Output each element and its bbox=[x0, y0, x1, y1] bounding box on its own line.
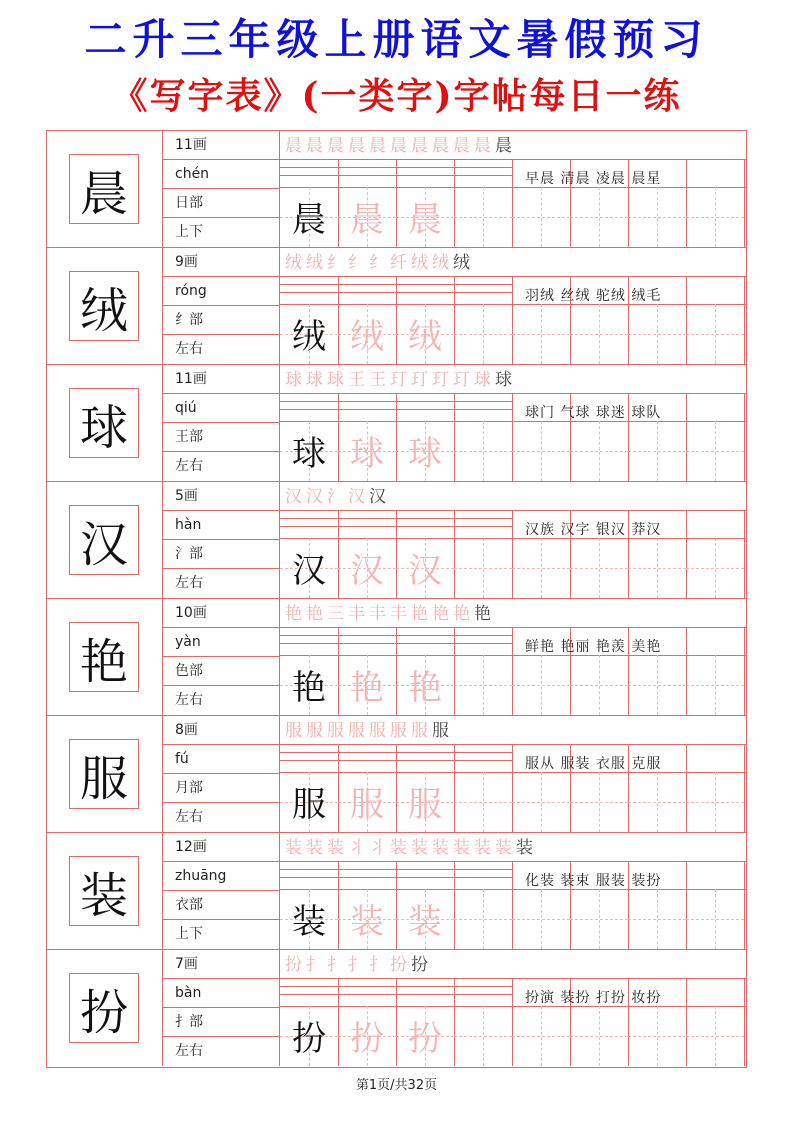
practice-model: 扮 bbox=[292, 1018, 326, 1059]
stroke-order bbox=[285, 133, 516, 159]
info-strokes: 10画 bbox=[163, 599, 279, 628]
practice-trace: 艳 bbox=[408, 667, 442, 708]
info-pinyin: fú bbox=[163, 745, 279, 774]
grid-guide bbox=[570, 685, 628, 686]
stroke-step: 服 bbox=[306, 721, 324, 741]
grid-line bbox=[686, 978, 687, 1066]
character-block bbox=[47, 248, 746, 365]
stroke-step: 晨 bbox=[306, 136, 324, 156]
stroke-step: 氵 bbox=[327, 487, 345, 507]
grid-line bbox=[280, 627, 746, 628]
stroke-step: 丬 bbox=[348, 838, 366, 858]
stroke-step: 装 bbox=[411, 838, 429, 858]
char-info bbox=[163, 482, 280, 598]
stroke-step: 纟 bbox=[348, 253, 366, 273]
stroke-step: 扮 bbox=[390, 955, 408, 975]
stroke-step: 装 bbox=[474, 838, 492, 858]
grid-line bbox=[280, 393, 746, 394]
big-character: 扮 bbox=[69, 973, 139, 1043]
grid-guide bbox=[570, 802, 628, 803]
big-char-cell bbox=[47, 365, 163, 481]
grid-guide bbox=[686, 217, 744, 218]
word-examples: 球门 气球 球迷 球队 bbox=[525, 405, 662, 421]
stroke-step: 扌 bbox=[369, 955, 387, 975]
grid-guide bbox=[512, 1036, 570, 1037]
grid-line bbox=[686, 861, 687, 949]
word-examples: 化装 装束 服装 装扮 bbox=[525, 873, 662, 889]
practice-trace: 艳 bbox=[350, 667, 384, 708]
grid-guide bbox=[570, 568, 628, 569]
grid-guide bbox=[570, 1036, 628, 1037]
grid-line bbox=[280, 861, 746, 862]
stroke-step: 晨 bbox=[390, 136, 408, 156]
char-info bbox=[163, 833, 280, 949]
info-structure: 上下 bbox=[175, 224, 203, 240]
grid-line bbox=[454, 393, 455, 481]
big-character: 装 bbox=[69, 856, 139, 926]
word-examples: 扮演 装扮 打扮 妆扮 bbox=[525, 990, 662, 1006]
stroke-step: 艳 bbox=[432, 604, 450, 624]
stroke-step: 装 bbox=[516, 838, 534, 858]
big-character: 汉 bbox=[69, 505, 139, 575]
grid-guide bbox=[454, 1036, 512, 1037]
grid-guide bbox=[454, 217, 512, 218]
info-structure: 左右 bbox=[175, 341, 203, 357]
character-block bbox=[47, 599, 746, 716]
grid-guide bbox=[686, 451, 744, 452]
stroke-step: 汉 bbox=[306, 487, 324, 507]
grid-guide bbox=[686, 334, 744, 335]
grid-line bbox=[454, 861, 455, 949]
info-pinyin: bàn bbox=[163, 979, 279, 1008]
practice-model: 服 bbox=[292, 784, 326, 825]
stroke-step: 晨 bbox=[411, 136, 429, 156]
grid-guide bbox=[454, 919, 512, 920]
stroke-order bbox=[285, 250, 474, 276]
stroke-step: 球 bbox=[327, 370, 345, 390]
practice-model: 艳 bbox=[292, 667, 326, 708]
grid-line bbox=[744, 276, 745, 364]
info-structure: 上下 bbox=[175, 926, 203, 942]
grid-line bbox=[686, 744, 687, 832]
practice-trace: 晨 bbox=[408, 199, 442, 240]
info-structure: 左右 bbox=[175, 809, 203, 825]
practice-model: 晨 bbox=[292, 199, 326, 240]
grid-line bbox=[454, 510, 455, 598]
grid-guide bbox=[512, 919, 570, 920]
grid-line bbox=[280, 744, 746, 745]
stroke-step: 艳 bbox=[306, 604, 324, 624]
char-info bbox=[163, 599, 280, 715]
page-subtitle: 《写字表》(一类字)字帖每日一练 bbox=[111, 75, 682, 117]
grid-guide bbox=[628, 334, 686, 335]
grid-guide bbox=[512, 217, 570, 218]
grid-line bbox=[686, 159, 687, 247]
stroke-order bbox=[285, 601, 495, 627]
word-examples: 汉族 汉字 银汉 莽汉 bbox=[525, 522, 662, 538]
grid-line bbox=[744, 978, 745, 1066]
stroke-step: 服 bbox=[348, 721, 366, 741]
practice-trace: 球 bbox=[350, 433, 384, 474]
grid-guide bbox=[570, 451, 628, 452]
big-character: 绒 bbox=[69, 271, 139, 341]
stroke-step: 扌 bbox=[348, 955, 366, 975]
grid-line bbox=[512, 627, 513, 715]
stroke-step: 绒 bbox=[285, 253, 303, 273]
grid-guide bbox=[628, 451, 686, 452]
stroke-step: 晨 bbox=[495, 136, 513, 156]
stroke-step: 晨 bbox=[285, 136, 303, 156]
practice-trace: 装 bbox=[408, 901, 442, 942]
word-examples: 鲜艳 艳丽 艳羡 美艳 bbox=[525, 639, 662, 655]
stroke-order bbox=[285, 718, 453, 744]
big-char-cell bbox=[47, 131, 163, 247]
grid-line bbox=[512, 159, 513, 247]
practice-trace: 球 bbox=[408, 433, 442, 474]
grid-line bbox=[280, 276, 746, 277]
info-radical: 日部 bbox=[163, 189, 279, 218]
stroke-step: 装 bbox=[432, 838, 450, 858]
stroke-step: 晨 bbox=[453, 136, 471, 156]
stroke-step: 艳 bbox=[285, 604, 303, 624]
grid-line bbox=[744, 159, 745, 247]
grid-line bbox=[512, 276, 513, 364]
info-pinyin: hàn bbox=[163, 511, 279, 540]
big-char-cell bbox=[47, 248, 163, 364]
stroke-step: 绒 bbox=[411, 253, 429, 273]
grid-line bbox=[454, 627, 455, 715]
big-char-cell bbox=[47, 716, 163, 832]
stroke-step: 汉 bbox=[285, 487, 303, 507]
word-examples: 早晨 清晨 凌晨 晨星 bbox=[525, 171, 662, 187]
stroke-step: 丰 bbox=[348, 604, 366, 624]
grid-line bbox=[744, 393, 745, 481]
character-block bbox=[47, 833, 746, 950]
info-strokes: 7画 bbox=[163, 950, 279, 979]
stroke-step: 服 bbox=[390, 721, 408, 741]
stroke-step: 球 bbox=[306, 370, 324, 390]
grid-guide bbox=[628, 802, 686, 803]
stroke-step: 扮 bbox=[411, 955, 429, 975]
info-structure: 左右 bbox=[175, 458, 203, 474]
stroke-step: 晨 bbox=[474, 136, 492, 156]
stroke-step: 三 bbox=[327, 604, 345, 624]
grid-line bbox=[744, 627, 745, 715]
grid-guide bbox=[454, 334, 512, 335]
practice-model: 汉 bbox=[292, 550, 326, 591]
practice-trace: 服 bbox=[350, 784, 384, 825]
practice-sheet bbox=[46, 130, 747, 1068]
info-structure: 左右 bbox=[175, 692, 203, 708]
stroke-step: 丰 bbox=[390, 604, 408, 624]
character-block bbox=[47, 716, 746, 833]
info-radical: 衣部 bbox=[163, 891, 279, 920]
stroke-step: 装 bbox=[390, 838, 408, 858]
stroke-step: 玎 bbox=[390, 370, 408, 390]
info-pinyin: chén bbox=[163, 160, 279, 189]
practice-trace: 晨 bbox=[350, 199, 384, 240]
grid-guide bbox=[570, 334, 628, 335]
grid-guide bbox=[570, 919, 628, 920]
grid-line bbox=[512, 510, 513, 598]
grid-line bbox=[512, 861, 513, 949]
grid-line bbox=[686, 393, 687, 481]
stroke-step: 绒 bbox=[432, 253, 450, 273]
grid-line bbox=[280, 159, 746, 160]
word-examples: 羽绒 丝绒 驼绒 绒毛 bbox=[525, 288, 662, 304]
stroke-step: 玎 bbox=[453, 370, 471, 390]
stroke-step: 绒 bbox=[453, 253, 471, 273]
grid-line bbox=[686, 627, 687, 715]
info-strokes: 12画 bbox=[163, 833, 279, 862]
big-char-cell bbox=[47, 950, 163, 1066]
grid-guide bbox=[686, 685, 744, 686]
stroke-step: 球 bbox=[495, 370, 513, 390]
grid-guide bbox=[686, 802, 744, 803]
info-pinyin: róng bbox=[163, 277, 279, 306]
grid-line bbox=[280, 510, 746, 511]
stroke-step: 服 bbox=[285, 721, 303, 741]
stroke-step: 王 bbox=[369, 370, 387, 390]
stroke-step: 晨 bbox=[348, 136, 366, 156]
grid-guide bbox=[686, 1036, 744, 1037]
practice-trace: 装 bbox=[350, 901, 384, 942]
stroke-step: 绒 bbox=[306, 253, 324, 273]
stroke-step: 纤 bbox=[390, 253, 408, 273]
char-info bbox=[163, 950, 280, 1066]
stroke-step: 服 bbox=[369, 721, 387, 741]
grid-guide bbox=[512, 451, 570, 452]
practice-model: 绒 bbox=[292, 316, 326, 357]
practice-trace: 汉 bbox=[350, 550, 384, 591]
grid-line bbox=[454, 744, 455, 832]
info-radical: 扌部 bbox=[163, 1008, 279, 1037]
big-character: 服 bbox=[69, 739, 139, 809]
big-char-cell bbox=[47, 482, 163, 598]
character-block bbox=[47, 131, 746, 248]
stroke-step: 服 bbox=[411, 721, 429, 741]
stroke-step: 装 bbox=[306, 838, 324, 858]
char-info bbox=[163, 365, 280, 481]
info-radical: 纟部 bbox=[163, 306, 279, 335]
info-strokes: 9画 bbox=[163, 248, 279, 277]
grid-line bbox=[512, 393, 513, 481]
grid-line bbox=[454, 978, 455, 1066]
practice-trace: 汉 bbox=[408, 550, 442, 591]
grid-guide bbox=[454, 451, 512, 452]
grid-guide bbox=[628, 1036, 686, 1037]
stroke-step: 汉 bbox=[369, 487, 387, 507]
grid-line bbox=[512, 978, 513, 1066]
grid-guide bbox=[570, 217, 628, 218]
character-block bbox=[47, 482, 746, 599]
grid-line bbox=[744, 861, 745, 949]
stroke-order bbox=[285, 835, 537, 861]
info-pinyin: qiú bbox=[163, 394, 279, 423]
grid-line bbox=[686, 510, 687, 598]
info-structure: 左右 bbox=[175, 1043, 203, 1059]
grid-guide bbox=[628, 919, 686, 920]
grid-guide bbox=[628, 568, 686, 569]
stroke-order bbox=[285, 367, 516, 393]
practice-trace: 绒 bbox=[350, 316, 384, 357]
stroke-step: 服 bbox=[432, 721, 450, 741]
stroke-step: 丬 bbox=[369, 838, 387, 858]
grid-guide bbox=[628, 685, 686, 686]
grid-guide bbox=[512, 568, 570, 569]
info-radical: 月部 bbox=[163, 774, 279, 803]
grid-line bbox=[454, 276, 455, 364]
stroke-step: 球 bbox=[474, 370, 492, 390]
info-strokes: 11画 bbox=[163, 365, 279, 394]
info-pinyin: yàn bbox=[163, 628, 279, 657]
stroke-step: 晨 bbox=[327, 136, 345, 156]
stroke-step: 晨 bbox=[432, 136, 450, 156]
grid-guide bbox=[686, 568, 744, 569]
grid-guide bbox=[512, 334, 570, 335]
stroke-step: 玎 bbox=[432, 370, 450, 390]
grid-guide bbox=[628, 217, 686, 218]
big-character: 晨 bbox=[69, 154, 139, 224]
grid-line bbox=[686, 276, 687, 364]
stroke-step: 玎 bbox=[411, 370, 429, 390]
grid-guide bbox=[512, 685, 570, 686]
practice-trace: 扮 bbox=[408, 1018, 442, 1059]
grid-line bbox=[512, 744, 513, 832]
stroke-step: 丰 bbox=[369, 604, 387, 624]
stroke-step: 纟 bbox=[369, 253, 387, 273]
stroke-step: 王 bbox=[348, 370, 366, 390]
info-radical: 色部 bbox=[163, 657, 279, 686]
stroke-step: 装 bbox=[495, 838, 513, 858]
character-block bbox=[47, 950, 746, 1067]
char-info bbox=[163, 248, 280, 364]
grid-guide bbox=[454, 685, 512, 686]
page-footer: 第1页/共32页 bbox=[355, 1078, 438, 1093]
practice-trace: 绒 bbox=[408, 316, 442, 357]
char-info bbox=[163, 131, 280, 247]
info-radical: 氵部 bbox=[163, 540, 279, 569]
info-strokes: 8画 bbox=[163, 716, 279, 745]
stroke-step: 汉 bbox=[348, 487, 366, 507]
stroke-step: 球 bbox=[285, 370, 303, 390]
practice-trace: 扮 bbox=[350, 1018, 384, 1059]
grid-guide bbox=[512, 802, 570, 803]
big-character: 艳 bbox=[69, 622, 139, 692]
stroke-step: 装 bbox=[285, 838, 303, 858]
stroke-step: 装 bbox=[327, 838, 345, 858]
info-radical: 王部 bbox=[163, 423, 279, 452]
character-block bbox=[47, 365, 746, 482]
big-character: 球 bbox=[69, 388, 139, 458]
page-title: 二升三年级上册语文暑假预习 bbox=[84, 15, 709, 64]
info-structure: 左右 bbox=[175, 575, 203, 591]
stroke-step: 扮 bbox=[285, 955, 303, 975]
grid-guide bbox=[454, 568, 512, 569]
big-char-cell bbox=[47, 833, 163, 949]
stroke-order bbox=[285, 484, 390, 510]
practice-trace: 服 bbox=[408, 784, 442, 825]
big-char-cell bbox=[47, 599, 163, 715]
stroke-step: 扌 bbox=[327, 955, 345, 975]
grid-guide bbox=[686, 919, 744, 920]
stroke-step: 艳 bbox=[474, 604, 492, 624]
info-pinyin: zhuāng bbox=[163, 862, 279, 891]
grid-guide bbox=[454, 802, 512, 803]
char-info bbox=[163, 716, 280, 832]
practice-model: 装 bbox=[292, 901, 326, 942]
stroke-order bbox=[285, 952, 432, 978]
practice-model: 球 bbox=[292, 433, 326, 474]
grid-line bbox=[454, 159, 455, 247]
info-strokes: 11画 bbox=[163, 131, 279, 160]
stroke-step: 服 bbox=[327, 721, 345, 741]
grid-line bbox=[280, 978, 746, 979]
stroke-step: 艳 bbox=[411, 604, 429, 624]
word-examples: 服从 服装 衣服 克服 bbox=[525, 756, 662, 772]
grid-line bbox=[744, 744, 745, 832]
stroke-step: 纟 bbox=[327, 253, 345, 273]
stroke-step: 艳 bbox=[453, 604, 471, 624]
stroke-step: 扌 bbox=[306, 955, 324, 975]
grid-line bbox=[744, 510, 745, 598]
stroke-step: 晨 bbox=[369, 136, 387, 156]
stroke-step: 装 bbox=[453, 838, 471, 858]
info-strokes: 5画 bbox=[163, 482, 279, 511]
